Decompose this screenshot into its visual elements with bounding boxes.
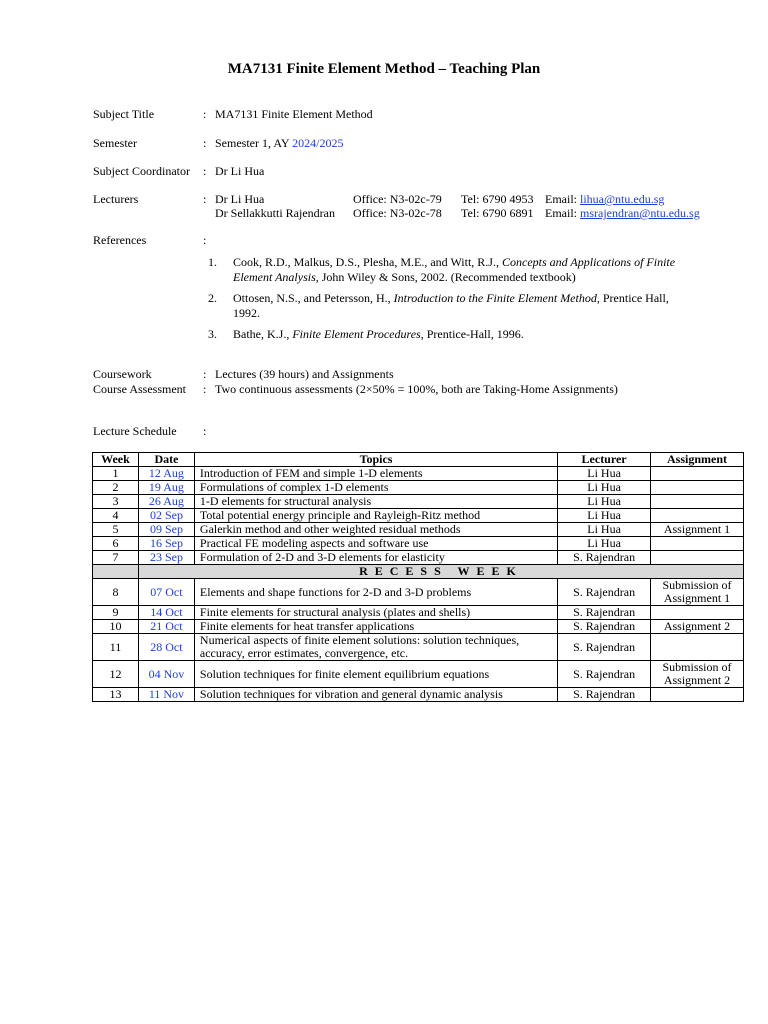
- lecturer-name: Dr Li Hua: [215, 192, 265, 206]
- lecturer-cell: Li Hua: [558, 481, 651, 495]
- coordinator-label: Subject Coordinator: [93, 164, 190, 178]
- lecturer-row: [215, 206, 715, 220]
- topic-cell: Introduction of FEM and simple 1-D elements: [194, 467, 557, 481]
- references-label: References: [93, 233, 147, 247]
- lecture-schedule-table: [92, 452, 744, 702]
- email-link[interactable]: lihua@ntu.edu.sg: [580, 192, 665, 206]
- assignment-cell: Submission of Assignment 1: [651, 579, 744, 606]
- reference-title: Introduction to the Finite Element Method: [393, 291, 597, 305]
- table-row: [93, 688, 744, 702]
- table-row: [93, 495, 744, 509]
- week-cell: 12: [93, 661, 139, 688]
- lecturer-name: Dr Sellakkutti Rajendran: [215, 206, 335, 220]
- subject-title-label: Subject Title: [93, 107, 155, 121]
- colon: :: [203, 233, 207, 247]
- recess-week-label: RECESS WEEK: [138, 565, 743, 579]
- lecturer-cell: Li Hua: [558, 467, 651, 481]
- date-cell: 02 Sep: [138, 509, 194, 523]
- colon: :: [203, 367, 207, 381]
- email-label: Email:: [545, 206, 580, 220]
- reference-publisher: , Prentice-Hall, 1996.: [420, 327, 524, 341]
- lecturers-label: Lecturers: [93, 192, 139, 206]
- week-cell: 11: [93, 634, 139, 661]
- assessment-label: Course Assessment: [93, 382, 186, 396]
- table-row: [93, 661, 744, 688]
- coordinator-value: Dr Li Hua: [215, 164, 265, 178]
- date-cell: 12 Aug: [138, 467, 194, 481]
- reference-item: [208, 327, 690, 342]
- lecturer-cell: S. Rajendran: [558, 661, 651, 688]
- colon: :: [203, 192, 207, 206]
- date-cell: 16 Sep: [138, 537, 194, 551]
- assignment-cell: [651, 481, 744, 495]
- lecturer-cell: Li Hua: [558, 495, 651, 509]
- table-header-row: [93, 453, 744, 467]
- week-cell: 7: [93, 551, 139, 565]
- lecturers-list: [215, 192, 715, 220]
- lecturer-cell: Li Hua: [558, 509, 651, 523]
- lecturer-cell: S. Rajendran: [558, 551, 651, 565]
- table-row: [93, 551, 744, 565]
- date-cell: 26 Aug: [138, 495, 194, 509]
- table-row: [93, 523, 744, 537]
- lecturer-cell: Li Hua: [558, 523, 651, 537]
- schedule-label: Lecture Schedule: [93, 424, 177, 438]
- table-row: [93, 467, 744, 481]
- date-cell: 04 Nov: [138, 661, 194, 688]
- topic-cell: Galerkin method and other weighted residual methods: [194, 523, 557, 537]
- lecturer-office: Office: N3-02c-79: [353, 192, 442, 206]
- table-row: [93, 481, 744, 495]
- reference-number: 1.: [208, 255, 217, 269]
- reference-authors: Ottosen, N.S., and Petersson, H.,: [233, 291, 394, 305]
- week-cell: 1: [93, 467, 139, 481]
- date-cell: 11 Nov: [138, 688, 194, 702]
- semester-prefix: Semester 1, AY: [215, 136, 293, 150]
- topic-cell: Practical FE modeling aspects and software use: [194, 537, 557, 551]
- topic-cell: Elements and shape functions for 2-D and 3-D problems: [194, 579, 557, 606]
- lecturer-tel: Tel: 6790 4953: [461, 192, 534, 206]
- lecturer-row: [215, 192, 715, 206]
- week-cell: 2: [93, 481, 139, 495]
- email-link[interactable]: msrajendran@ntu.edu.sg: [580, 206, 700, 220]
- week-cell: 10: [93, 620, 139, 634]
- colon: :: [203, 136, 207, 150]
- reference-number: 2.: [208, 291, 217, 305]
- reference-title: Finite Element Procedures: [292, 327, 421, 341]
- colon: :: [203, 382, 207, 396]
- reference-item: [208, 291, 690, 321]
- email-label: Email:: [545, 192, 580, 206]
- week-cell: 3: [93, 495, 139, 509]
- reference-authors: Bathe, K.J.,: [233, 327, 293, 341]
- header-lecturer: Lecturer: [558, 453, 651, 467]
- topic-cell: 1-D elements for structural analysis: [194, 495, 557, 509]
- table-row: [93, 537, 744, 551]
- topic-cell: Solution techniques for finite element equilibrium equations: [194, 661, 557, 688]
- date-cell: 19 Aug: [138, 481, 194, 495]
- semester-value: [215, 136, 343, 151]
- colon: :: [203, 164, 207, 178]
- lecturer-cell: S. Rajendran: [558, 579, 651, 606]
- lecturer-cell: Li Hua: [558, 537, 651, 551]
- reference-publisher: , John Wiley & Sons, 2002. (Recommended textbook): [315, 270, 576, 284]
- header-week: Week: [93, 453, 139, 467]
- colon: :: [203, 424, 207, 438]
- subject-title-value: MA7131 Finite Element Method: [215, 107, 373, 121]
- date-cell: 07 Oct: [138, 579, 194, 606]
- coursework-value: Lectures (39 hours) and Assignments: [215, 367, 394, 381]
- topic-cell: Solution techniques for vibration and general dynamic analysis: [194, 688, 557, 702]
- header-assignment: Assignment: [651, 453, 744, 467]
- lecturer-cell: S. Rajendran: [558, 606, 651, 620]
- topic-cell: Numerical aspects of finite element solutions: solution techniques, accuracy, error estimates, convergence, etc.: [194, 634, 557, 661]
- assignment-cell: [651, 495, 744, 509]
- table-row: [93, 620, 744, 634]
- recess-row: [93, 565, 744, 579]
- topic-cell: Total potential energy principle and Rayleigh-Ritz method: [194, 509, 557, 523]
- lecturer-office: Office: N3-02c-78: [353, 206, 442, 220]
- references-list: [208, 255, 690, 348]
- assignment-cell: Submission of Assignment 2: [651, 661, 744, 688]
- lecturer-email-block: [545, 206, 700, 221]
- table-row: [93, 606, 744, 620]
- assignment-cell: [651, 467, 744, 481]
- lecturer-tel: Tel: 6790 6891: [461, 206, 534, 220]
- date-cell: 23 Sep: [138, 551, 194, 565]
- week-cell: 9: [93, 606, 139, 620]
- date-cell: 21 Oct: [138, 620, 194, 634]
- reference-publisher: , Prentice Hall, 1992.: [233, 291, 669, 320]
- assignment-cell: [651, 606, 744, 620]
- page-title: MA7131 Finite Element Method – Teaching Plan: [227, 61, 541, 77]
- colon: :: [203, 107, 207, 121]
- assignment-cell: [651, 509, 744, 523]
- week-cell: 5: [93, 523, 139, 537]
- table-row: [93, 634, 744, 661]
- date-cell: 14 Oct: [138, 606, 194, 620]
- semester-label: Semester: [93, 136, 137, 150]
- recess-spacer: [93, 565, 139, 579]
- date-cell: 28 Oct: [138, 634, 194, 661]
- reference-item: [208, 255, 690, 285]
- week-cell: 6: [93, 537, 139, 551]
- assignment-cell: [651, 537, 744, 551]
- assignment-cell: [651, 634, 744, 661]
- assignment-cell: [651, 688, 744, 702]
- lecturer-cell: S. Rajendran: [558, 620, 651, 634]
- lecturer-cell: S. Rajendran: [558, 688, 651, 702]
- assignment-cell: Assignment 2: [651, 620, 744, 634]
- topic-cell: Finite elements for heat transfer applications: [194, 620, 557, 634]
- date-cell: 09 Sep: [138, 523, 194, 537]
- reference-title: Concepts and Applications of Finite Element Analysis: [233, 255, 676, 284]
- reference-number: 3.: [208, 327, 217, 341]
- week-cell: 8: [93, 579, 139, 606]
- table-row: [93, 579, 744, 606]
- semester-year: 2024/2025: [292, 136, 344, 150]
- week-cell: 13: [93, 688, 139, 702]
- assignment-cell: Assignment 1: [651, 523, 744, 537]
- topic-cell: Formulations of complex 1-D elements: [194, 481, 557, 495]
- week-cell: 4: [93, 509, 139, 523]
- reference-authors: Cook, R.D., Malkus, D.S., Plesha, M.E., and Witt, R.J.,: [233, 255, 502, 269]
- topic-cell: Formulation of 2-D and 3-D elements for elasticity: [194, 551, 557, 565]
- coursework-label: Coursework: [93, 367, 152, 381]
- header-date: Date: [138, 453, 194, 467]
- assignment-cell: [651, 551, 744, 565]
- lecturer-email-block: [545, 192, 664, 207]
- lecturer-cell: S. Rajendran: [558, 634, 651, 661]
- header-topics: Topics: [194, 453, 557, 467]
- assessment-value: Two continuous assessments (2×50% = 100%, both are Taking-Home Assignments): [215, 382, 618, 396]
- table-row: [93, 509, 744, 523]
- topic-cell: Finite elements for structural analysis (plates and shells): [194, 606, 557, 620]
